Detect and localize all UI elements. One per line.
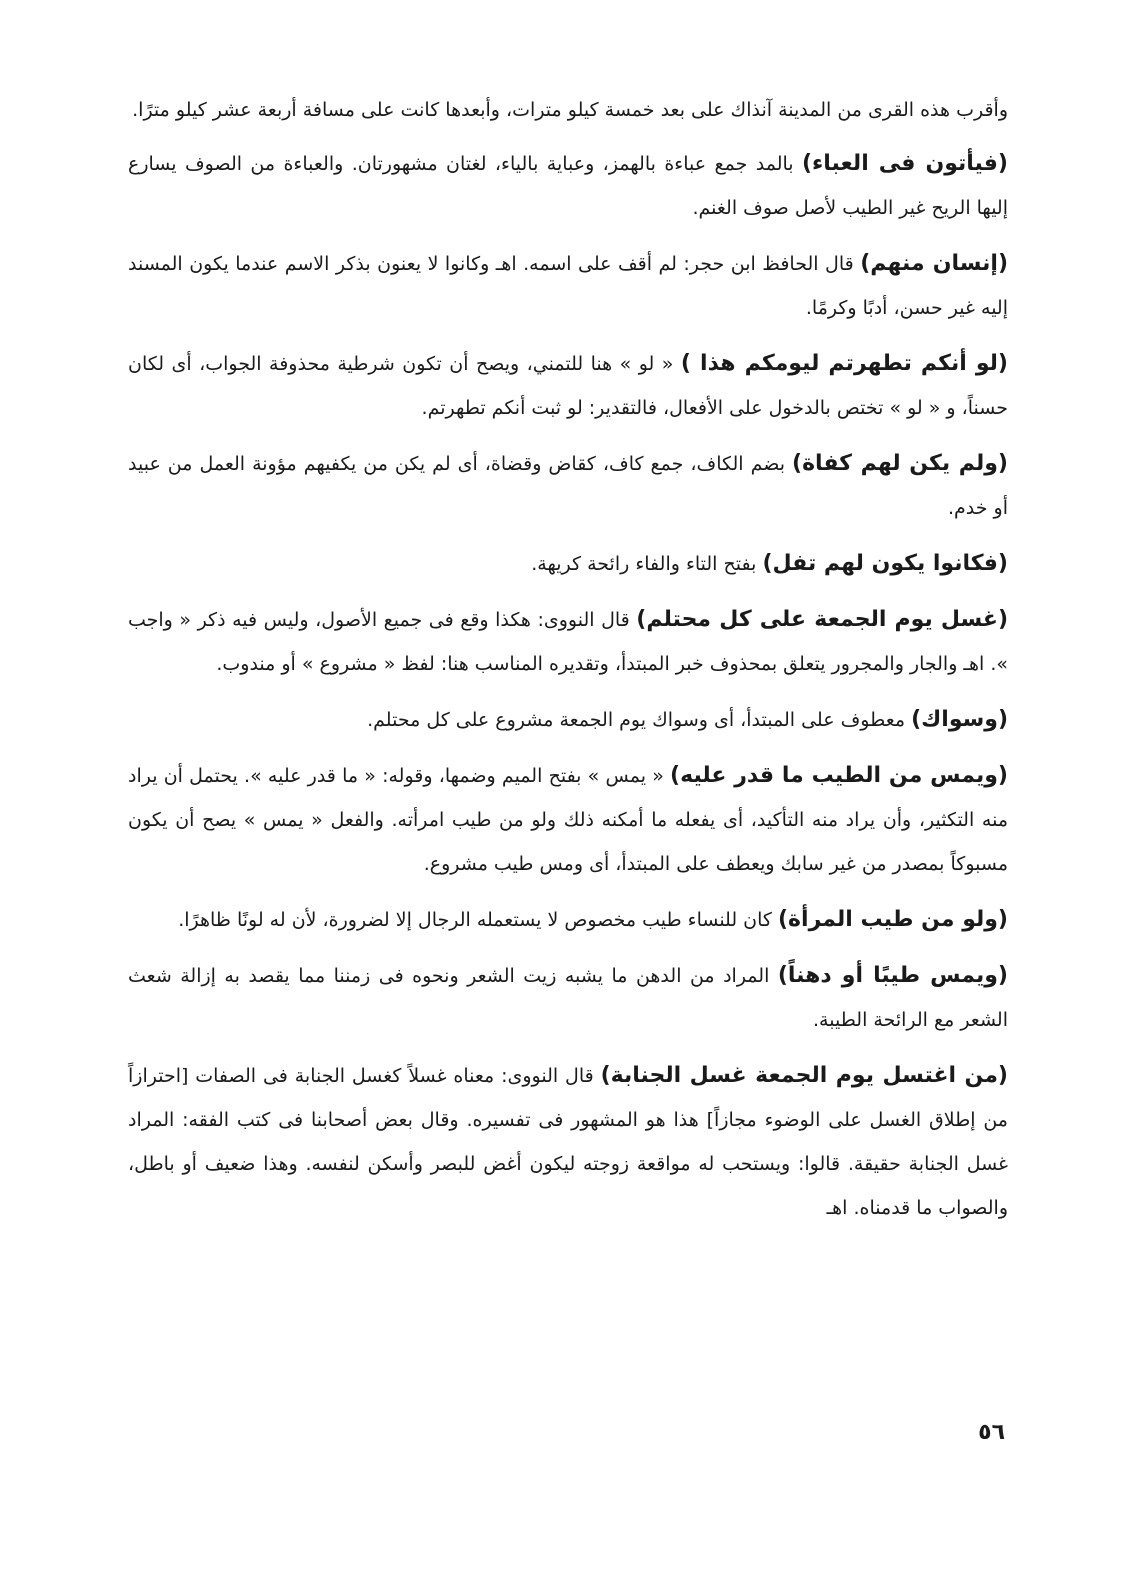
entry-paragraph [128, 242, 1008, 330]
entry-heading: (ولو من طيب المرأة) [778, 907, 1008, 932]
entry-paragraph [128, 598, 1008, 686]
entry-paragraph [128, 1054, 1008, 1230]
entry-text: معطوف على المبتدأ، أى وسواك يوم الجمعة مشروع على كل محتلم. [367, 709, 912, 731]
entry-paragraph [128, 954, 1008, 1042]
entry-heading: (غسل يوم الجمعة على كل محتلم) [636, 607, 1009, 632]
entry-heading: (من اغتسل يوم الجمعة غسل الجنابة) [600, 1063, 1008, 1088]
entry-paragraph [128, 342, 1008, 430]
entry-text: بضم الكاف، جمع كاف، كقاض وقضاة، أى لم يكن من يكفيهم مؤونة العمل من عبيد أو خدم. [128, 453, 1008, 519]
entry-paragraph [128, 542, 1008, 586]
entry-text: قال النووى: هكذا وقع فى جميع الأصول، وليس فيه ذكر « واجب ». اهـ والجار والمجرور يتعلق بمحذوف خبر المبتدأ، وتقديره المناسب هنا: لفظ « مشروع » أو مندوب. [128, 609, 1008, 675]
entry-text: كان للنساء طيب مخصوص لا يستعمله الرجال إلا لضرورة، لأن له لونًا ظاهرًا. [178, 909, 778, 931]
page-number: ٥٦ [978, 1420, 1005, 1445]
entry-text: بفتح التاء والفاء رائحة كريهة. [531, 553, 763, 575]
entry-heading: (ويمس من الطيب ما قدر عليه) [670, 763, 1008, 788]
entry-heading: (فكانوا يكون لهم تفل) [762, 551, 1008, 576]
entry-heading: (ويمس طيبًا أو دهناً) [777, 963, 1008, 988]
entry-text: المراد من الدهن ما يشبه زيت الشعر ونحوه فى زمننا مما يقصد به إزالة شعث الشعر مع الرائحة الطيبة. [128, 965, 1008, 1031]
entry-text: « لو » هنا للتمني، ويصح أن تكون شرطية محذوفة الجواب، أى لكان حسناً، و « لو » تختص بالدخول على الأفعال، فالتقدير: لو ثبت أنكم تطهرتم. [128, 353, 1008, 419]
entry-paragraph [128, 754, 1008, 886]
entry-paragraph [128, 698, 1008, 742]
entry-paragraph [128, 898, 1008, 942]
entry-heading: (وسواك) [911, 707, 1008, 732]
entry-heading: (ولم يكن لهم كفاة) [792, 451, 1008, 476]
entry-heading: (لو أنكم تطهرتم ليومكم هذا ) [680, 351, 1008, 376]
intro-paragraph: وأقرب هذه القرى من المدينة آنذاك على بعد خمسة كيلو مترات، وأبعدها كانت على مسافة أربعة عشر كيلو مترًا. [132, 99, 1008, 121]
entry-text: « يمس » بفتح الميم وضمها، وقوله: « ما قدر عليه ». يحتمل أن يراد منه التكثير، وأن يراد منه التأكيد، أى يفعله ما أمكنه ذلك ولو من طيب امرأته. والفعل « يمس » يصح أن يكون مسبوكاً بمصدر من غير سابك ويعطف على المبتدأ، أى ومس طيب مشروع. [128, 765, 1008, 875]
entry-text: قال الحافظ ابن حجر: لم أقف على اسمه. اهـ وكانوا لا يعنون بذكر الاسم عندما يكون المسند إليه غير حسن، أدبًا وكرمًا. [128, 253, 1008, 319]
entry-heading: (إنسان منهم) [860, 251, 1009, 276]
entry-paragraph [128, 142, 1008, 230]
entry-text: بالمد جمع عباءة بالهمز، وعباية بالياء، لغتان مشهورتان. والعباءة من الصوف يسارع إليها الريح غير الطيب لأصل صوف الغنم. [128, 153, 1008, 219]
entry-paragraph [128, 442, 1008, 530]
entry-heading: (فيأتون فى العباء) [801, 151, 1008, 176]
entry-text: قال النووى: معناه غسلاً كغسل الجنابة فى الصفات [احترازاً من إطلاق الغسل على الوضوء مجازاً] هذا هو المشهور فى تفسيره. وقال بعض أصحابنا فى كتب الفقه: المراد غسل الجنابة حقيقة. قالوا: ويستحب له مواقعة زوجته ليكون أغض للبصر وأسكن لنفسه. وهذا ضعيف أو باطل، والصواب ما قدمناه. اهـ [128, 1065, 1008, 1219]
page-body [128, 88, 1008, 1242]
